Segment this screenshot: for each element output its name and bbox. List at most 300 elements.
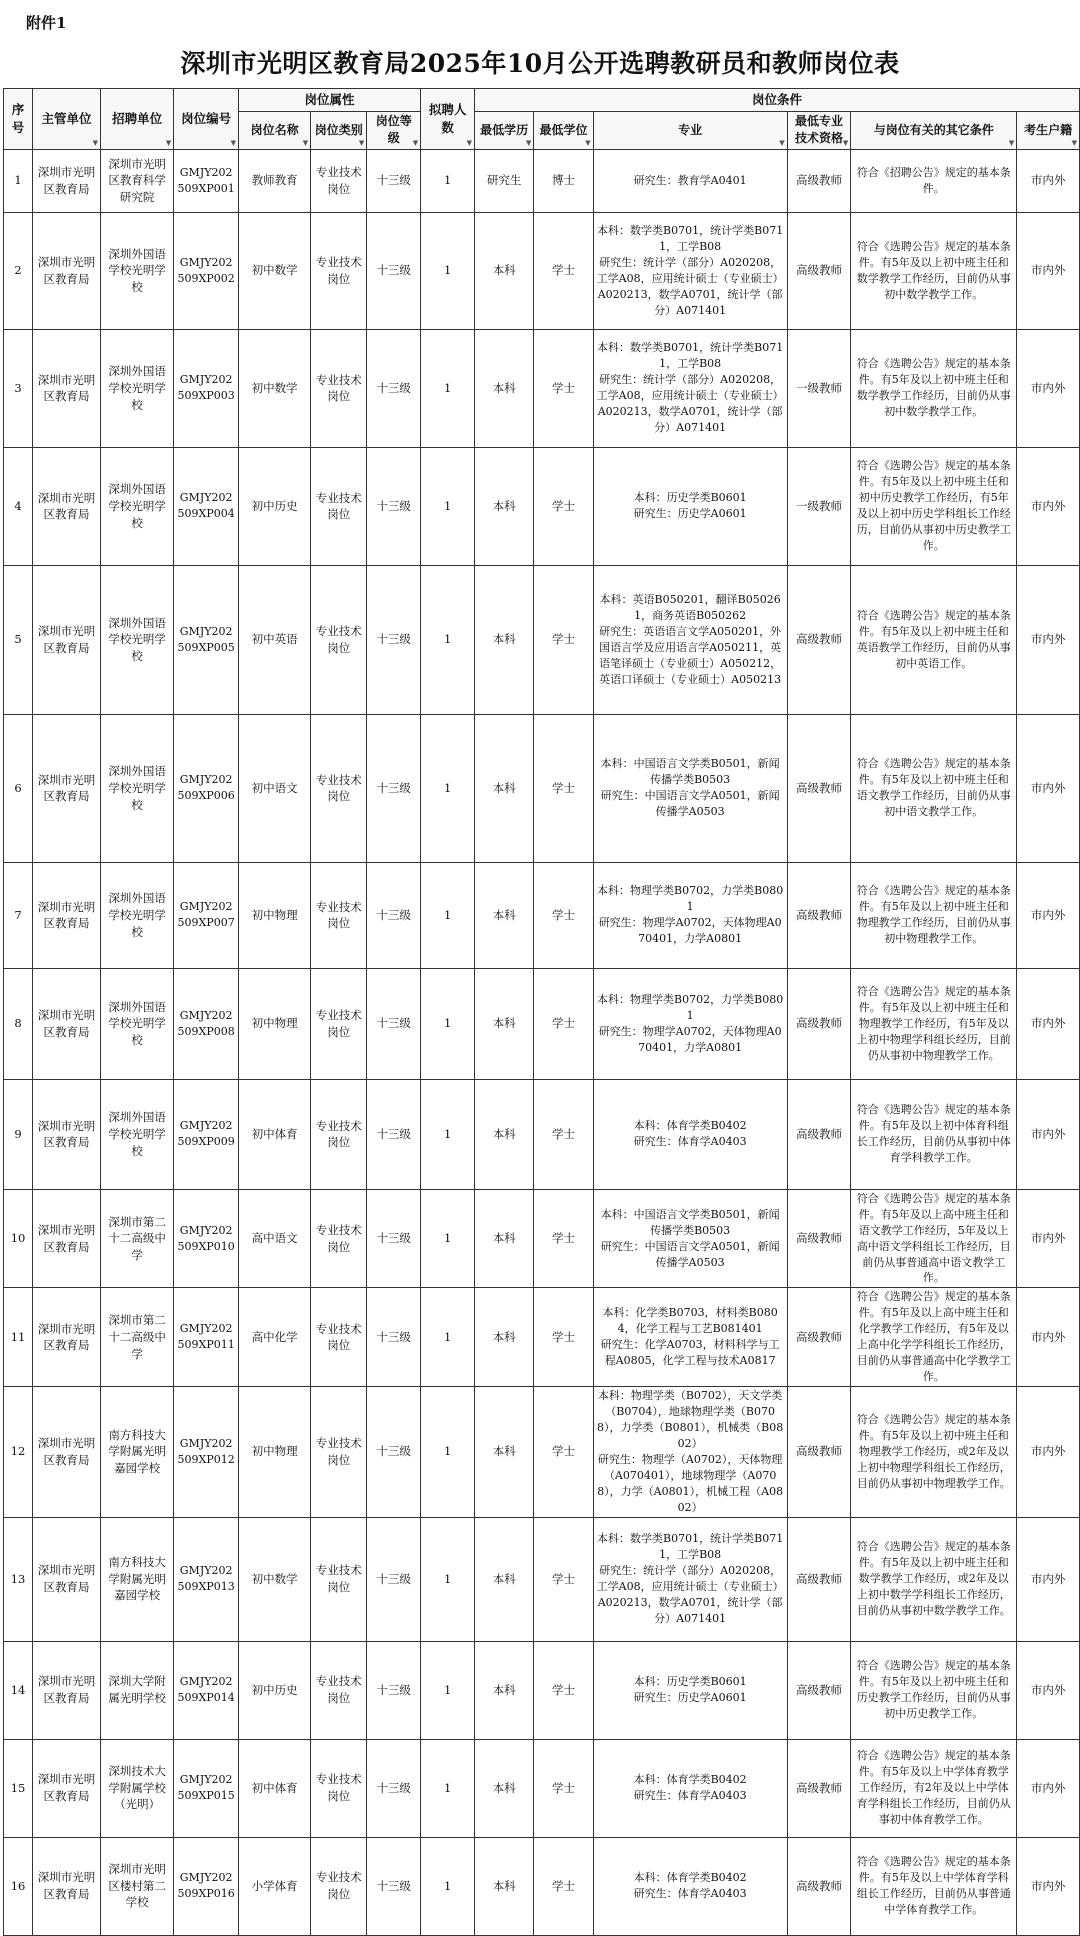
cell-pos-name: 初中数学 xyxy=(238,212,310,329)
cell-pos-name: 初中历史 xyxy=(238,1641,310,1739)
cell-title-req: 高级教师 xyxy=(787,1641,851,1739)
major-line: 研究生：体育学A0403 xyxy=(633,1887,747,1901)
table-row xyxy=(4,1739,1080,1837)
cell-title-req: 高级教师 xyxy=(787,565,851,714)
header-edu: 最低学历 ▼ xyxy=(475,112,534,150)
cell-major xyxy=(593,1739,787,1837)
cell-major xyxy=(593,329,787,447)
table-row xyxy=(4,447,1080,565)
cell-edu: 本科 xyxy=(475,1079,534,1189)
cell-pos-type: 专业技术岗位 xyxy=(311,447,367,565)
cell-pos-type: 专业技术岗位 xyxy=(311,1387,367,1518)
cell-title-req: 高级教师 xyxy=(787,1837,851,1935)
cell-code: GMJY202509XP002 xyxy=(174,212,239,329)
major-line: 本科：化学类B0703，材料类B0804，化学工程与工艺B081401 xyxy=(602,1306,778,1336)
cell-household: 市内外 xyxy=(1017,714,1080,862)
cell-dept: 深圳市光明区教育局 xyxy=(33,1517,101,1641)
cell-edu: 本科 xyxy=(475,1517,534,1641)
cell-count: 1 xyxy=(421,565,475,714)
cell-unit: 深圳外国语学校光明学校 xyxy=(101,1079,174,1189)
cell-degree: 学士 xyxy=(534,1837,593,1935)
cell-degree: 学士 xyxy=(534,862,593,968)
table-row xyxy=(4,1517,1080,1641)
filter-arrow-icon[interactable]: ▼ xyxy=(230,138,236,147)
cell-code: GMJY202509XP010 xyxy=(174,1189,239,1288)
cell-other: 符合《选聘公告》规定的基本条件。有5年及以上初中班主任和物理教学工作经历，或2年及以上初中物理学科组长工作经历，目前仍从事初中物理教学工作。 xyxy=(851,1387,1017,1518)
cell-code: GMJY202509XP016 xyxy=(174,1837,239,1935)
cell-pos-type: 专业技术岗位 xyxy=(311,1641,367,1739)
cell-other: 符合《选聘公告》规定的基本条件。有5年及以上初中班主任和物理教学工作经历，有5年及以上初中物理学科组长经历，目前仍从事初中物理教学工作。 xyxy=(851,968,1017,1079)
cell-code: GMJY202509XP014 xyxy=(174,1641,239,1739)
header-cond-group: 岗位条件 xyxy=(475,89,1080,112)
cell-count: 1 xyxy=(421,329,475,447)
header-attr-group: 岗位属性 xyxy=(238,89,420,112)
cell-household: 市内外 xyxy=(1017,1739,1080,1837)
cell-pos-name: 初中数学 xyxy=(238,1517,310,1641)
header-major: 专业 ▼ xyxy=(593,112,787,150)
cell-pos-level: 十三级 xyxy=(367,1739,421,1837)
cell-count: 1 xyxy=(421,714,475,862)
header-row-1 xyxy=(4,89,1080,112)
cell-edu: 本科 xyxy=(475,714,534,862)
cell-pos-name: 小学体育 xyxy=(238,1837,310,1935)
cell-pos-level: 十三级 xyxy=(367,1641,421,1739)
cell-dept: 深圳市光明区教育局 xyxy=(33,447,101,565)
cell-no: 13 xyxy=(4,1517,33,1641)
cell-household: 市内外 xyxy=(1017,1189,1080,1288)
cell-major xyxy=(593,565,787,714)
cell-pos-type: 专业技术岗位 xyxy=(311,149,367,212)
major-line: 本科：物理学类B0702，力学类B0801 xyxy=(597,992,784,1022)
cell-edu: 本科 xyxy=(475,968,534,1079)
cell-other: 符合《选聘公告》规定的基本条件。有5年及以上高中班主任和化学教学工作经历，有5年及以上高中化学学科组长工作经历，目前仍从事普通高中化学教学工作。 xyxy=(851,1288,1017,1387)
filter-arrow-icon[interactable]: ▼ xyxy=(1071,138,1077,147)
cell-code: GMJY202509XP009 xyxy=(174,1079,239,1189)
header-other: 与岗位有关的其它条件 ▼ xyxy=(851,112,1017,150)
major-line: 研究生：体育学A0403 xyxy=(633,1135,747,1149)
major-line: 本科：数学类B0701，统计学类B0711，工学B08 xyxy=(597,1532,784,1562)
cell-other: 符合《选聘公告》规定的基本条件。有5年及以上中学体育教学工作经历，有2年及以上中学体育学科组长工作经历，目前仍从事初中体育教学工作。 xyxy=(851,1739,1017,1837)
cell-dept: 深圳市光明区教育局 xyxy=(33,1288,101,1387)
cell-pos-level: 十三级 xyxy=(367,862,421,968)
header-household: 考生户籍 ▼ xyxy=(1017,112,1080,150)
cell-unit: 深圳外国语学校光明学校 xyxy=(101,714,174,862)
major-line: 研究生：化学A0703，材料科学与工程A0805，化学工程与技术A0817 xyxy=(600,1338,780,1368)
cell-household: 市内外 xyxy=(1017,447,1080,565)
cell-household: 市内外 xyxy=(1017,212,1080,329)
cell-dept: 深圳市光明区教育局 xyxy=(33,862,101,968)
major-line: 本科：体育学类B0402 xyxy=(633,1119,747,1133)
cell-unit: 深圳外国语学校光明学校 xyxy=(101,862,174,968)
cell-edu: 本科 xyxy=(475,1641,534,1739)
major-line: 研究生：统计学（部分）A020208，工学A08，应用统计硕士（专业硕士）A020213，数学A0701，统计学（部分）A071401 xyxy=(596,255,784,317)
major-line: 本科：历史学类B0601 xyxy=(633,491,747,505)
major-line: 本科：物理学类B0702，力学类B0801 xyxy=(597,884,784,914)
cell-major xyxy=(593,1288,787,1387)
cell-unit: 南方科技大学附属光明嘉园学校 xyxy=(101,1387,174,1518)
cell-dept: 深圳市光明区教育局 xyxy=(33,1739,101,1837)
cell-no: 9 xyxy=(4,1079,33,1189)
cell-pos-name: 高中语文 xyxy=(238,1189,310,1288)
major-line: 研究生：英语语言文学A050201，外国语言学及应用语言学A050211，英语笔译硕士（专业硕士）A050212，英语口译硕士（专业硕士）A050213 xyxy=(599,624,782,686)
cell-title-req: 一级教师 xyxy=(787,329,851,447)
filter-arrow-icon[interactable]: ▼ xyxy=(165,138,172,147)
cell-code: GMJY202509XP008 xyxy=(174,968,239,1079)
cell-major xyxy=(593,149,787,212)
cell-pos-level: 十三级 xyxy=(367,968,421,1079)
cell-pos-level: 十三级 xyxy=(367,1517,421,1641)
cell-pos-level: 十三级 xyxy=(367,329,421,447)
cell-count: 1 xyxy=(421,1079,475,1189)
major-line: 本科：物理学类（B0702），天文学类（B0704），地球物理学类（B0708），力学类（B0801），机械类（B0802） xyxy=(597,1389,784,1450)
cell-count: 1 xyxy=(421,1837,475,1935)
cell-pos-level: 十三级 xyxy=(367,1288,421,1387)
major-line: 研究生：物理学A0702，天体物理A070401，力学A0801 xyxy=(598,916,782,946)
cell-degree: 学士 xyxy=(534,1641,593,1739)
cell-other: 符合《选聘公告》规定的基本条件。有5年及以上中学体育学科组长工作经历，目前仍从事普通中学体育教学工作。 xyxy=(851,1837,1017,1935)
cell-unit: 深圳外国语学校光明学校 xyxy=(101,565,174,714)
cell-code: GMJY202509XP012 xyxy=(174,1387,239,1518)
cell-unit: 南方科技大学附属光明嘉园学校 xyxy=(101,1517,174,1641)
cell-degree: 学士 xyxy=(534,1517,593,1641)
cell-pos-name: 高中化学 xyxy=(238,1288,310,1387)
cell-pos-type: 专业技术岗位 xyxy=(311,329,367,447)
cell-no: 5 xyxy=(4,565,33,714)
cell-household: 市内外 xyxy=(1017,565,1080,714)
cell-pos-name: 初中物理 xyxy=(238,1387,310,1518)
cell-pos-name: 教师教育 xyxy=(238,149,310,212)
cell-major xyxy=(593,968,787,1079)
cell-household: 市内外 xyxy=(1017,862,1080,968)
cell-code: GMJY202509XP007 xyxy=(174,862,239,968)
cell-household: 市内外 xyxy=(1017,1288,1080,1387)
cell-count: 1 xyxy=(421,968,475,1079)
major-line: 本科：历史学类B0601 xyxy=(633,1675,747,1689)
cell-degree: 学士 xyxy=(534,1079,593,1189)
table-row xyxy=(4,1837,1080,1935)
cell-pos-name: 初中体育 xyxy=(238,1079,310,1189)
cell-no: 15 xyxy=(4,1739,33,1837)
major-line: 研究生：历史学A0601 xyxy=(633,507,747,521)
major-line: 研究生：中国语言文学A0501，新闻传播学A0503 xyxy=(600,1239,780,1269)
cell-pos-level: 十三级 xyxy=(367,447,421,565)
cell-dept: 深圳市光明区教育局 xyxy=(33,565,101,714)
cell-other: 符合《选聘公告》规定的基本条件。有5年及以上初中班主任和历史教学工作经历，目前仍从事初中历史教学工作。 xyxy=(851,1641,1017,1739)
cell-pos-level: 十三级 xyxy=(367,1387,421,1518)
major-line: 本科：中国语言文学类B0501，新闻传播学类B0503 xyxy=(600,1207,780,1237)
cell-household: 市内外 xyxy=(1017,1837,1080,1935)
table-row xyxy=(4,1079,1080,1189)
cell-title-req: 高级教师 xyxy=(787,1517,851,1641)
cell-pos-type: 专业技术岗位 xyxy=(311,212,367,329)
major-line: 研究生：物理学（A0702），天体物理（A070401），地球物理学（A0708），力学（A0801），机械工程（A0802） xyxy=(597,1452,784,1514)
cell-edu: 本科 xyxy=(475,862,534,968)
filter-arrow-icon[interactable]: ▼ xyxy=(358,138,365,147)
header-pos-type: 岗位类别 ▼ xyxy=(311,112,367,150)
filter-arrow-icon[interactable]: ▼ xyxy=(779,138,785,147)
table-row xyxy=(4,714,1080,862)
major-line: 本科：英语B050201，翻译B050261，商务英语B050262 xyxy=(599,592,781,622)
positions-table xyxy=(3,88,1080,1936)
cell-no: 3 xyxy=(4,329,33,447)
cell-code: GMJY202509XP006 xyxy=(174,714,239,862)
cell-unit: 深圳市光明区教育科学研究院 xyxy=(101,149,174,212)
cell-unit: 深圳外国语学校光明学校 xyxy=(101,212,174,329)
cell-no: 16 xyxy=(4,1837,33,1935)
header-count: 拟聘人数 ▼ xyxy=(421,89,475,150)
cell-dept: 深圳市光明区教育局 xyxy=(33,149,101,212)
cell-pos-name: 初中体育 xyxy=(238,1739,310,1837)
cell-pos-type: 专业技术岗位 xyxy=(311,968,367,1079)
major-line: 研究生：中国语言文学A0501，新闻传播学A0503 xyxy=(600,789,780,819)
header-unit: 招聘单位 ▼ xyxy=(101,89,174,150)
cell-no: 6 xyxy=(4,714,33,862)
cell-major xyxy=(593,1189,787,1288)
cell-pos-level: 十三级 xyxy=(367,1189,421,1288)
cell-dept: 深圳市光明区教育局 xyxy=(33,714,101,862)
cell-unit: 深圳市光明区楼村第二学校 xyxy=(101,1837,174,1935)
cell-other: 符合《选聘公告》规定的基本条件。有5年及以上初中班主任和物理教学工作经历，目前仍从事初中物理教学工作。 xyxy=(851,862,1017,968)
cell-title-req: 一级教师 xyxy=(787,447,851,565)
cell-major xyxy=(593,1079,787,1189)
cell-title-req: 高级教师 xyxy=(787,862,851,968)
cell-major xyxy=(593,1517,787,1641)
header-pos-name: 岗位名称 ▼ xyxy=(238,112,310,150)
cell-edu: 本科 xyxy=(475,1189,534,1288)
filter-arrow-icon[interactable]: ▼ xyxy=(92,138,98,147)
cell-major xyxy=(593,447,787,565)
cell-degree: 学士 xyxy=(534,329,593,447)
cell-title-req: 高级教师 xyxy=(787,1079,851,1189)
cell-pos-level: 十三级 xyxy=(367,149,421,212)
cell-dept: 深圳市光明区教育局 xyxy=(33,212,101,329)
table-row xyxy=(4,968,1080,1079)
header-title-req: 最低专业技术资格 ▼ xyxy=(787,112,851,150)
table-row xyxy=(4,862,1080,968)
cell-count: 1 xyxy=(421,212,475,329)
table-row xyxy=(4,1641,1080,1739)
filter-arrow-icon[interactable]: ▼ xyxy=(842,138,849,147)
cell-household: 市内外 xyxy=(1017,968,1080,1079)
major-line: 研究生：物理学A0702，天体物理A070401，力学A0801 xyxy=(598,1024,782,1054)
cell-unit: 深圳市第二十二高级中学 xyxy=(101,1189,174,1288)
cell-degree: 博士 xyxy=(534,149,593,212)
cell-other: 符合《选聘公告》规定的基本条件。有5年及以上初中班主任和数学教学工作经历，或2年及以上初中数学学科组长工作经历，目前仍从事初中数学教学工作。 xyxy=(851,1517,1017,1641)
cell-title-req: 高级教师 xyxy=(787,1387,851,1518)
table-row xyxy=(4,212,1080,329)
major-line: 本科：体育学类B0402 xyxy=(633,1871,747,1885)
cell-dept: 深圳市光明区教育局 xyxy=(33,1189,101,1288)
major-line: 本科：数学类B0701，统计学类B0711，工学B08 xyxy=(597,341,784,371)
cell-edu: 本科 xyxy=(475,1739,534,1837)
cell-household: 市内外 xyxy=(1017,1641,1080,1739)
cell-pos-type: 专业技术岗位 xyxy=(311,1079,367,1189)
cell-other: 符合《选聘公告》规定的基本条件。有5年及以上高中班主任和语文教学工作经历，5年及以上高中语文学科组长工作经历，目前仍从事普通高中语文教学工作。 xyxy=(851,1189,1017,1288)
cell-count: 1 xyxy=(421,1739,475,1837)
cell-count: 1 xyxy=(421,1387,475,1518)
cell-title-req: 高级教师 xyxy=(787,968,851,1079)
filter-arrow-icon[interactable]: ▼ xyxy=(302,138,309,147)
cell-title-req: 高级教师 xyxy=(787,1739,851,1837)
cell-count: 1 xyxy=(421,1189,475,1288)
cell-code: GMJY202509XP013 xyxy=(174,1517,239,1641)
major-line: 研究生：体育学A0403 xyxy=(633,1789,747,1803)
cell-household: 市内外 xyxy=(1017,149,1080,212)
cell-pos-level: 十三级 xyxy=(367,1837,421,1935)
table-row xyxy=(4,149,1080,212)
filter-arrow-icon[interactable]: ▼ xyxy=(466,138,473,147)
cell-dept: 深圳市光明区教育局 xyxy=(33,1387,101,1518)
cell-unit: 深圳外国语学校光明学校 xyxy=(101,329,174,447)
cell-no: 2 xyxy=(4,212,33,329)
cell-code: GMJY202509XP003 xyxy=(174,329,239,447)
cell-dept: 深圳市光明区教育局 xyxy=(33,968,101,1079)
major-line: 研究生：教育学A0401 xyxy=(633,173,747,187)
table-row xyxy=(4,329,1080,447)
cell-title-req: 高级教师 xyxy=(787,1189,851,1288)
cell-other: 符合《选聘公告》规定的基本条件。有5年及以上初中班主任和初中历史教学工作经历，有5年及以上初中历史学科组长工作经历，目前仍从事初中历史教学工作。 xyxy=(851,447,1017,565)
cell-degree: 学士 xyxy=(534,447,593,565)
cell-no: 12 xyxy=(4,1387,33,1518)
cell-pos-type: 专业技术岗位 xyxy=(311,714,367,862)
cell-pos-level: 十三级 xyxy=(367,714,421,862)
cell-degree: 学士 xyxy=(534,1288,593,1387)
cell-unit: 深圳外国语学校光明学校 xyxy=(101,968,174,1079)
cell-major xyxy=(593,714,787,862)
cell-pos-type: 专业技术岗位 xyxy=(311,1288,367,1387)
cell-edu: 本科 xyxy=(475,1288,534,1387)
cell-pos-level: 十三级 xyxy=(367,1079,421,1189)
cell-edu: 本科 xyxy=(475,329,534,447)
cell-pos-type: 专业技术岗位 xyxy=(311,1739,367,1837)
cell-degree: 学士 xyxy=(534,565,593,714)
header-degree: 最低学位 ▼ xyxy=(534,112,593,150)
table-row xyxy=(4,1288,1080,1387)
cell-count: 1 xyxy=(421,1641,475,1739)
cell-code: GMJY202509XP004 xyxy=(174,447,239,565)
cell-pos-name: 初中历史 xyxy=(238,447,310,565)
cell-pos-type: 专业技术岗位 xyxy=(311,1517,367,1641)
cell-unit: 深圳大学附属光明学校 xyxy=(101,1641,174,1739)
cell-edu: 本科 xyxy=(475,1837,534,1935)
table-row xyxy=(4,565,1080,714)
cell-degree: 学士 xyxy=(534,1739,593,1837)
cell-count: 1 xyxy=(421,149,475,212)
cell-pos-level: 十三级 xyxy=(367,565,421,714)
cell-dept: 深圳市光明区教育局 xyxy=(33,1837,101,1935)
cell-count: 1 xyxy=(421,862,475,968)
cell-dept: 深圳市光明区教育局 xyxy=(33,1641,101,1739)
cell-pos-level: 十三级 xyxy=(367,212,421,329)
cell-pos-type: 专业技术岗位 xyxy=(311,1189,367,1288)
cell-no: 10 xyxy=(4,1189,33,1288)
cell-title-req: 高级教师 xyxy=(787,714,851,862)
table-row xyxy=(4,1387,1080,1518)
cell-code: GMJY202509XP001 xyxy=(174,149,239,212)
cell-count: 1 xyxy=(421,1517,475,1641)
table-row xyxy=(4,1189,1080,1288)
cell-household: 市内外 xyxy=(1017,329,1080,447)
filter-arrow-icon[interactable]: ▼ xyxy=(1008,138,1015,147)
cell-major xyxy=(593,1641,787,1739)
cell-household: 市内外 xyxy=(1017,1387,1080,1518)
major-line: 本科：体育学类B0402 xyxy=(633,1773,747,1787)
cell-household: 市内外 xyxy=(1017,1079,1080,1189)
cell-edu: 研究生 xyxy=(475,149,534,212)
major-line: 研究生：统计学（部分）A020208，工学A08，应用统计硕士（专业硕士）A020213，数学A0701，统计学（部分）A071401 xyxy=(596,1564,784,1625)
cell-no: 11 xyxy=(4,1288,33,1387)
cell-dept: 深圳市光明区教育局 xyxy=(33,1079,101,1189)
cell-degree: 学士 xyxy=(534,968,593,1079)
cell-code: GMJY202509XP015 xyxy=(174,1739,239,1837)
cell-edu: 本科 xyxy=(475,212,534,329)
cell-other: 符合《选聘公告》规定的基本条件。有5年及以上初中班主任和语文教学工作经历，目前仍从事初中语文教学工作。 xyxy=(851,714,1017,862)
cell-pos-type: 专业技术岗位 xyxy=(311,1837,367,1935)
cell-other: 符合《选聘公告》规定的基本条件。有5年及以上初中班主任和数学教学工作经历，目前仍从事初中数学教学工作。 xyxy=(851,212,1017,329)
cell-pos-name: 初中数学 xyxy=(238,329,310,447)
cell-degree: 学士 xyxy=(534,1387,593,1518)
cell-pos-name: 初中物理 xyxy=(238,862,310,968)
cell-dept: 深圳市光明区教育局 xyxy=(33,329,101,447)
cell-edu: 本科 xyxy=(475,1387,534,1518)
cell-title-req: 高级教师 xyxy=(787,1288,851,1387)
filter-arrow-icon[interactable]: ▼ xyxy=(585,138,591,147)
cell-degree: 学士 xyxy=(534,714,593,862)
cell-major xyxy=(593,212,787,329)
cell-pos-type: 专业技术岗位 xyxy=(311,862,367,968)
cell-no: 8 xyxy=(4,968,33,1079)
header-code: 岗位编号 ▼ xyxy=(174,89,239,150)
cell-degree: 学士 xyxy=(534,1189,593,1288)
filter-arrow-icon[interactable]: ▼ xyxy=(412,138,419,147)
cell-other: 符合《招聘公告》规定的基本条件。 xyxy=(851,149,1017,212)
cell-count: 1 xyxy=(421,1288,475,1387)
cell-unit: 深圳市第二十二高级中学 xyxy=(101,1288,174,1387)
cell-unit: 深圳外国语学校光明学校 xyxy=(101,447,174,565)
cell-degree: 学士 xyxy=(534,212,593,329)
cell-major xyxy=(593,1387,787,1518)
cell-title-req: 高级教师 xyxy=(787,149,851,212)
cell-other: 符合《选聘公告》规定的基本条件。有5年及以上初中班主任和数学教学工作经历，目前仍从事初中数学教学工作。 xyxy=(851,329,1017,447)
cell-major xyxy=(593,1837,787,1935)
major-line: 本科：中国语言文学类B0501，新闻传播学类B0503 xyxy=(600,757,780,787)
cell-household: 市内外 xyxy=(1017,1517,1080,1641)
major-line: 本科：数学类B0701，统计学类B0711，工学B08 xyxy=(597,223,784,253)
cell-pos-name: 初中英语 xyxy=(238,565,310,714)
cell-code: GMJY202509XP011 xyxy=(174,1288,239,1387)
cell-edu: 本科 xyxy=(475,447,534,565)
cell-count: 1 xyxy=(421,447,475,565)
cell-major xyxy=(593,862,787,968)
cell-edu: 本科 xyxy=(475,565,534,714)
cell-title-req: 高级教师 xyxy=(787,212,851,329)
cell-code: GMJY202509XP005 xyxy=(174,565,239,714)
cell-other: 符合《选聘公告》规定的基本条件。有5年及以上初中班主任和英语教学工作经历，目前仍从事初中英语工作。 xyxy=(851,565,1017,714)
cell-no: 4 xyxy=(4,447,33,565)
cell-pos-name: 初中语文 xyxy=(238,714,310,862)
header-no: 序号 xyxy=(4,89,33,150)
cell-unit: 深圳技术大学附属学校（光明） xyxy=(101,1739,174,1837)
major-line: 研究生：统计学（部分）A020208，工学A08，应用统计硕士（专业硕士）A020213，数学A0701，统计学（部分）A071401 xyxy=(596,373,784,435)
cell-no: 7 xyxy=(4,862,33,968)
filter-arrow-icon[interactable]: ▼ xyxy=(525,138,532,147)
header-dept: 主管单位 ▼ xyxy=(33,89,101,150)
cell-pos-type: 专业技术岗位 xyxy=(311,565,367,714)
cell-other: 符合《选聘公告》规定的基本条件。有5年及以上初中体育科组长工作经历，目前仍从事初中体育学科教学工作。 xyxy=(851,1079,1017,1189)
page-title: 深圳市光明区教育局2025年10月公开选聘教研员和教师岗位表 xyxy=(180,49,900,78)
attachment-label: 附件1 xyxy=(26,14,67,32)
cell-no: 1 xyxy=(4,149,33,212)
